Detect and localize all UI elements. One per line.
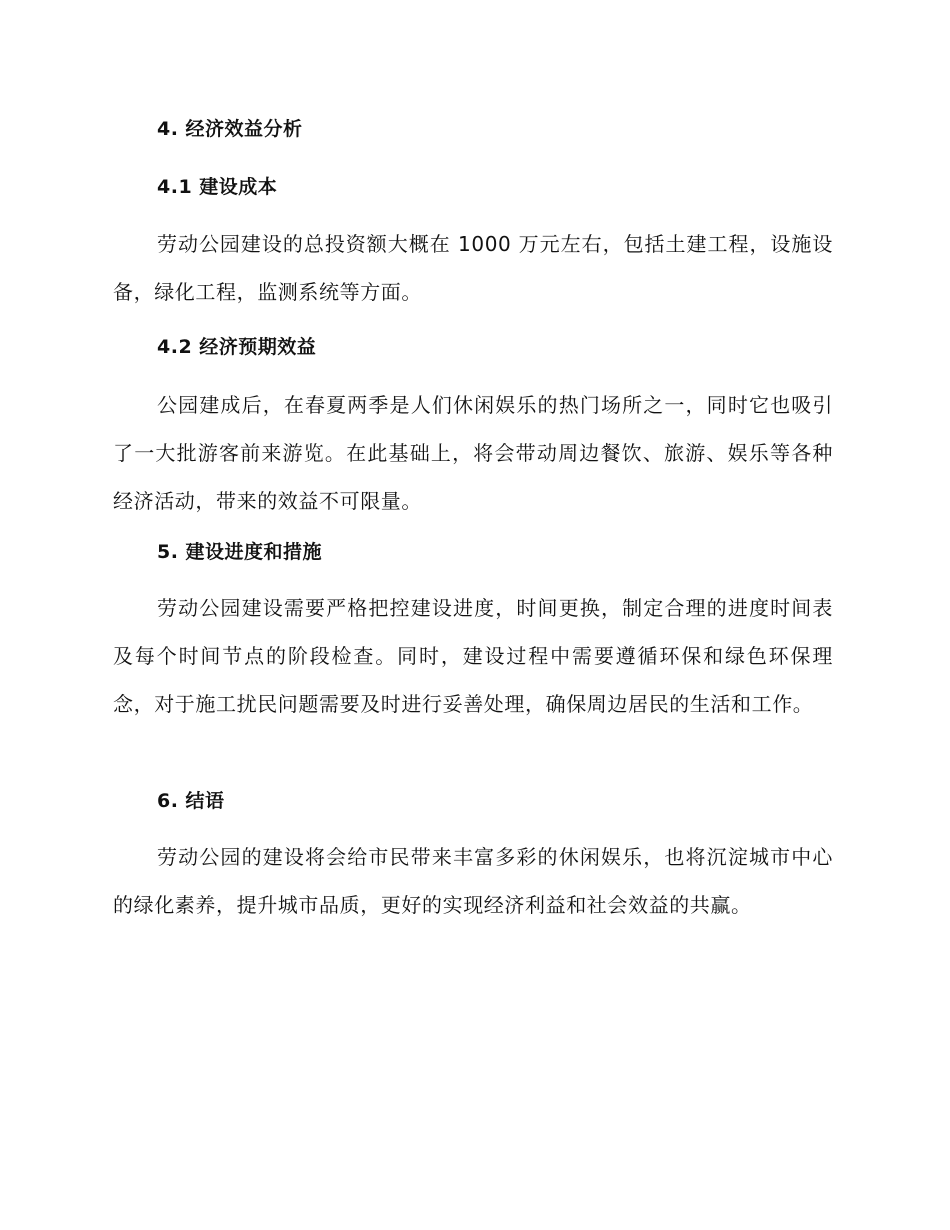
section-heading-6: 6. 结语 bbox=[157, 790, 225, 812]
paragraph-construction-cost: 劳动公园建设的总投资额大概在 1000 万元左右，包括土建工程，设施设备，绿化工程，监测系统等方面。 bbox=[113, 232, 833, 304]
section-heading-4: 4. 经济效益分析 bbox=[157, 118, 303, 140]
section-heading-5: 5. 建设进度和措施 bbox=[157, 541, 323, 563]
section-heading-4-1: 4.1 建设成本 bbox=[157, 176, 278, 198]
paragraph-expected-benefits: 公园建成后，在春夏两季是人们休闲娱乐的热门场所之一，同时它也吸引了一大批游客前来游览。在此基础上，将会带动周边餐饮、旅游、娱乐等各种经济活动，带来的效益不可限量。 bbox=[113, 393, 833, 513]
section-heading-4-2: 4.2 经济预期效益 bbox=[157, 336, 317, 358]
paragraph-conclusion: 劳动公园的建设将会给市民带来丰富多彩的休闲娱乐，也将沉淀城市中心的绿化素养，提升城市品质，更好的实现经济利益和社会效益的共赢。 bbox=[113, 845, 833, 917]
paragraph-schedule-measures: 劳动公园建设需要严格把控建设进度，时间更换，制定合理的进度时间表及每个时间节点的阶段检查。同时，建设过程中需要遵循环保和绿色环保理念，对于施工扰民问题需要及时进行妥善处理，确保周边居民的生活和工作。 bbox=[113, 596, 833, 716]
